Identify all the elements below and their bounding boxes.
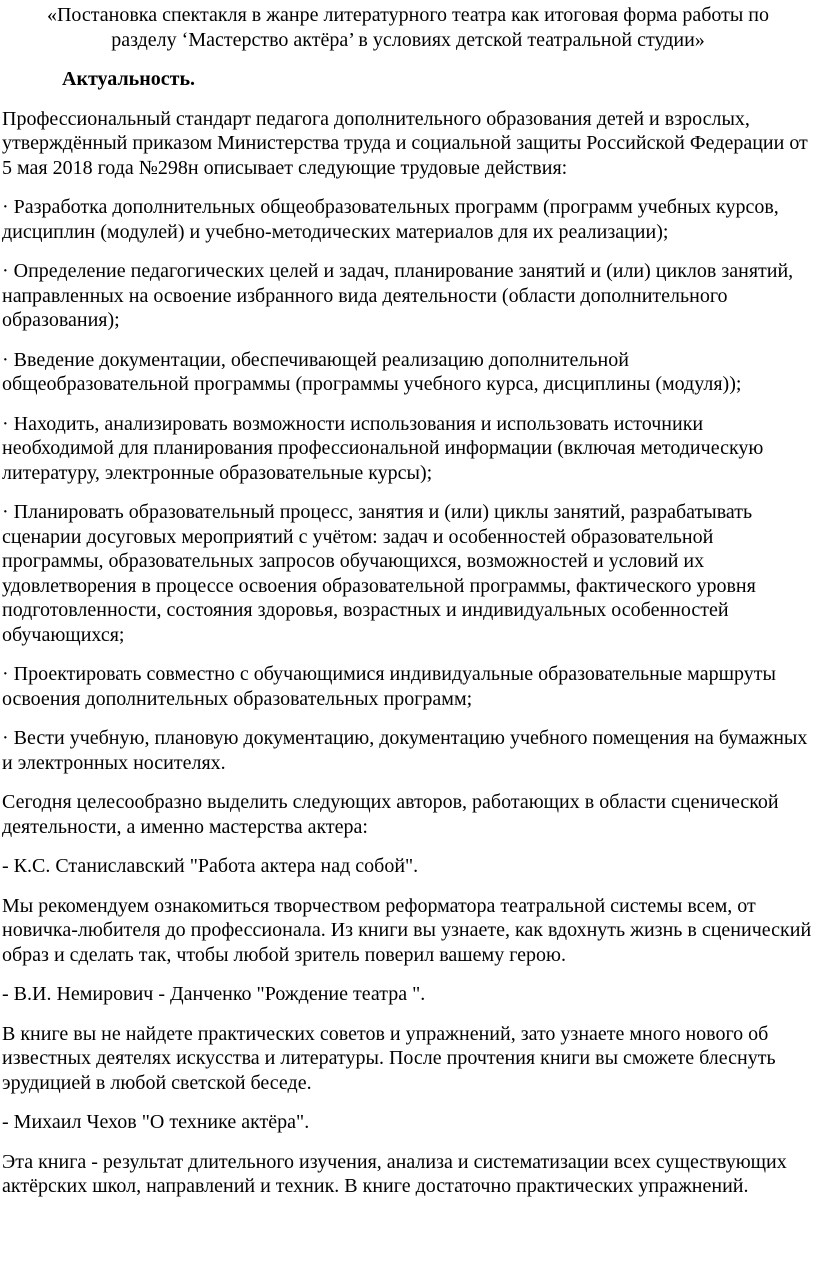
paragraph-standard-intro: Профессиональный стандарт педагога дополнительного образования детей и взрослых, утверждённый приказом Министерства труда и социальной защиты Российской Федерации от 5 мая 2018 года №298н описывает следующие трудовые действия: — [2, 107, 808, 179]
paragraph-chekhov-desc: Эта книга - результат длительного изучения, анализа и систематизации всех существующих актёрских школ, направлений и техник. В книге достаточно практических упражнений. — [2, 1150, 787, 1197]
paragraph-author-chekhov: - Михаил Чехов "О технике актёра". — [2, 1111, 310, 1133]
paragraph-author-nemirovich: - В.И. Немирович - Данченко "Рождение театра ". — [2, 983, 426, 1005]
paragraph-stanislavsky-desc: Мы рекомендуем ознакомиться творчеством реформатора театральной системы всем, от новичка-любителя до профессионала. Из книги вы узнаете, как вдохнуть жизнь в сценический образ и сделать так, чтобы любой зритель поверил вашему герою. — [2, 894, 812, 966]
paragraph-author-stanislavsky: - К.С. Станиславский "Работа актера над собой". — [2, 855, 419, 877]
document-title: «Постановка спектакля в жанре литературного театра как итоговая форма работы по разделу ‘Мастерство актёра’ в условиях детской театральной студии» — [46, 4, 769, 51]
paragraph-action-programs: · Разработка дополнительных общеобразовательных программ (программ учебных курсов, дисциплин (модулей) и учебно-методических материалов для их реализации); — [2, 196, 779, 243]
paragraph-action-sources: · Находить, анализировать возможности использования и использовать источники необходимой для планирования профессиональной информации (включая методическую литературу, электронные образовательные курсы); — [2, 412, 764, 484]
paragraph-action-records: · Вести учебную, плановую документацию, документацию учебного помещения на бумажных и электронных носителях. — [2, 727, 808, 774]
section-heading: Актуальность. — [62, 68, 196, 90]
paragraph-action-goals: · Определение педагогических целей и задач, планирование занятий и (или) циклов занятий, направленных на освоение избранного вида деятельности (области дополнительного образования); — [2, 260, 794, 331]
paragraph-nemirovich-desc: В книге вы не найдете практических советов и упражнений, зато узнаете много нового об известных деятелях искусства и литературы. После прочтения книги вы сможете блеснуть эрудицией в любой светской беседе. — [2, 1022, 776, 1094]
paragraph-action-documentation: · Введение документации, обеспечивающей реализацию дополнительной общеобразовательной программы (программы учебного курса, дисциплины (модуля)); — [2, 348, 742, 395]
paragraph-action-routes: · Проектировать совместно с обучающимися индивидуальные образовательные маршруты освоения дополнительных образовательных программ; — [2, 663, 776, 710]
paragraph-authors-intro: Сегодня целесообразно выделить следующих авторов, работающих в области сценической деятельности, а именно мастерства актера: — [2, 791, 779, 838]
paragraph-action-planning: · Планировать образовательный процесс, занятия и (или) циклы занятий, разрабатывать сценарии досуговых мероприятий с учётом: задач и особенностей образовательной программы, образовательных запросов обучающихся, возможностей и условий их удовлетворения в процессе освоения образовательной программы, фактического уровня подготовленности, состояния здоровья, возрастных и индивидуальных особенностей обучающихся; — [2, 501, 756, 646]
